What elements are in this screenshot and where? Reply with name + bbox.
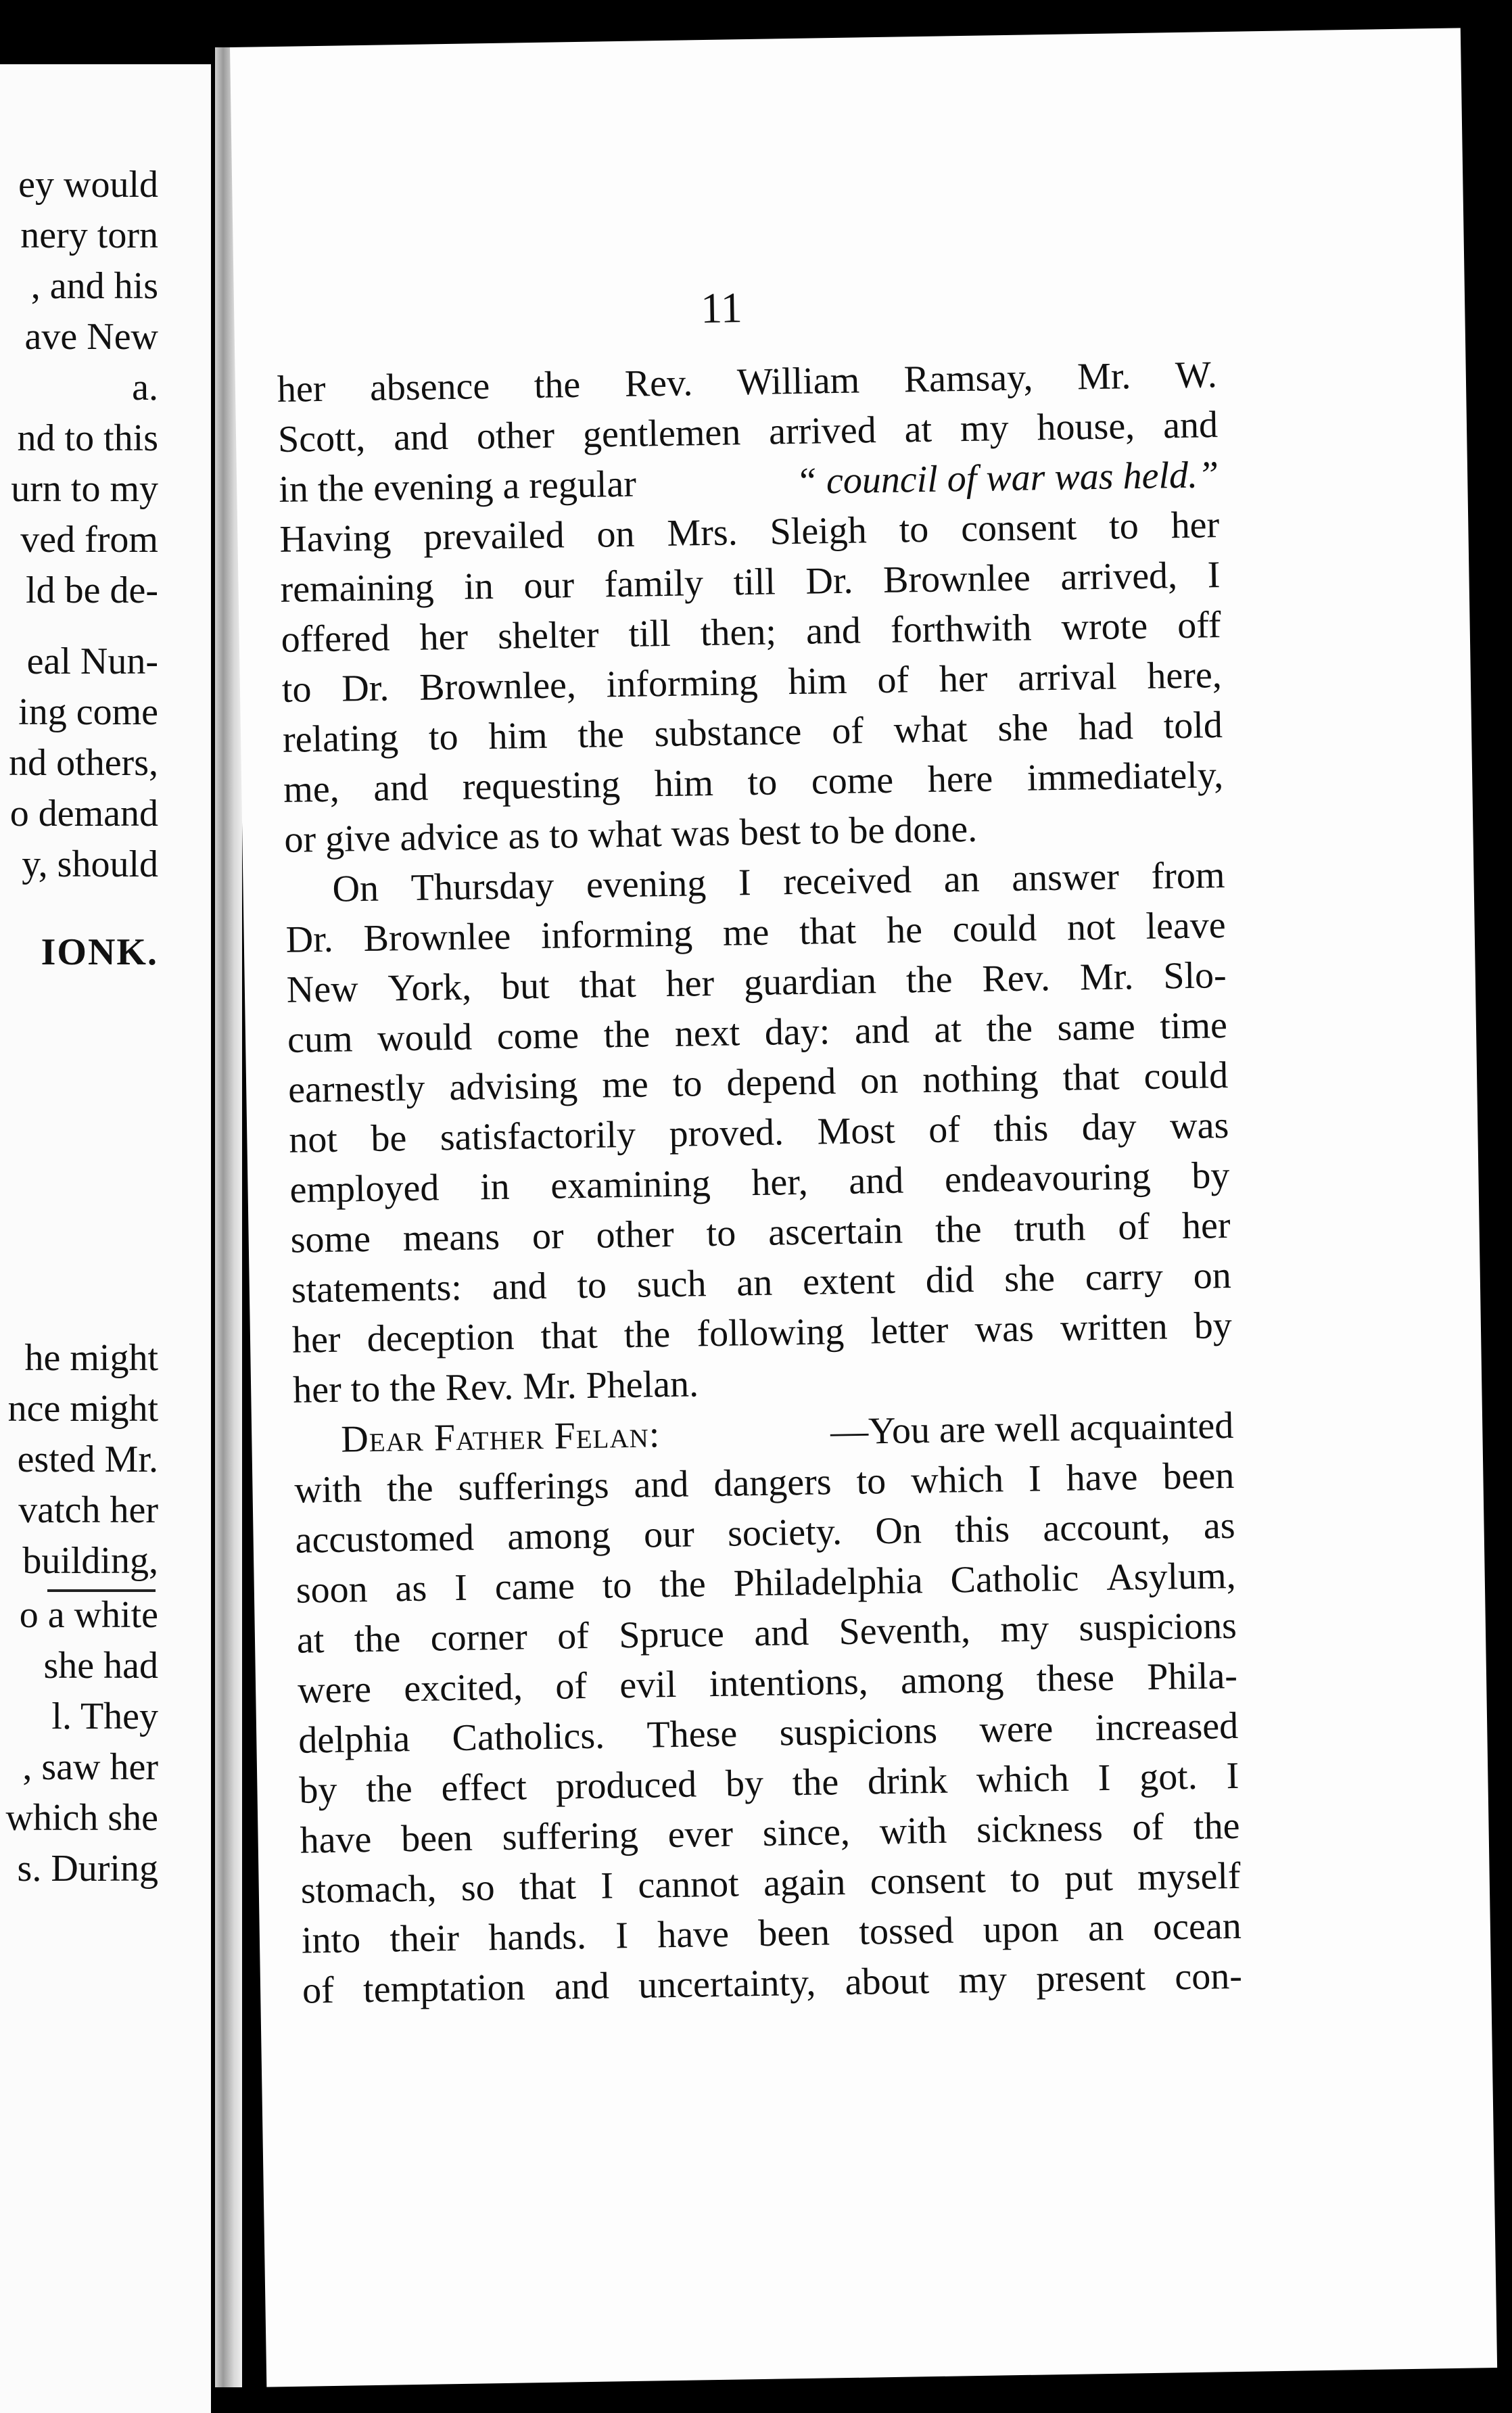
- word: carry: [1085, 1255, 1164, 1299]
- left-line: urn to my: [11, 468, 158, 510]
- word: among: [900, 1658, 1004, 1702]
- word: Mr.: [1077, 355, 1131, 398]
- word: and: [492, 1265, 548, 1309]
- word: in: [479, 1165, 511, 1209]
- word: forthwith: [890, 607, 1032, 651]
- word: William: [736, 359, 860, 404]
- text-line: or give advice as to what was best to be done.: [283, 807, 978, 861]
- word: which: [976, 1757, 1070, 1801]
- text-line: her to the Rev. Mr. Phelan.: [292, 1363, 699, 1411]
- left-line: which she: [5, 1797, 158, 1839]
- word: Dr.: [341, 667, 389, 710]
- word: the: [354, 1618, 401, 1661]
- word: be: [370, 1117, 407, 1160]
- word: the: [935, 1208, 983, 1251]
- word: of: [302, 1969, 335, 2012]
- word: her: [1181, 1204, 1231, 1248]
- word: by: [1191, 1154, 1230, 1197]
- word: so: [460, 1867, 496, 1909]
- word: myself: [1137, 1854, 1242, 1899]
- word: depend: [726, 1060, 836, 1104]
- word: by: [725, 1762, 764, 1805]
- word: extent: [802, 1259, 896, 1303]
- left-line: s. During: [17, 1848, 158, 1890]
- word: satisfactorily: [440, 1113, 636, 1159]
- word: the: [603, 1013, 651, 1056]
- word: Phila-: [1146, 1654, 1238, 1698]
- word: an: [943, 858, 981, 901]
- word: him: [488, 714, 548, 758]
- left-line: she had: [43, 1645, 158, 1687]
- word: been: [1162, 1454, 1235, 1498]
- word: since,: [762, 1810, 851, 1854]
- word: ocean: [1152, 1904, 1242, 1948]
- word: have: [1066, 1456, 1138, 1499]
- word: that: [799, 910, 857, 953]
- word: our: [523, 564, 575, 607]
- word: on: [1193, 1254, 1232, 1297]
- word: till: [628, 612, 671, 655]
- word: Thursday: [410, 864, 554, 909]
- word: would: [377, 1016, 473, 1060]
- word: W.: [1175, 354, 1218, 397]
- word: to: [747, 761, 778, 804]
- letter-salutation: Dear Father Felan:: [340, 1413, 661, 1461]
- word: suspicions: [1079, 1604, 1237, 1649]
- word: him: [654, 762, 714, 805]
- word: among: [506, 1514, 611, 1558]
- word: Dr.: [805, 559, 853, 603]
- word: letter: [870, 1309, 949, 1353]
- word: of: [1132, 1806, 1164, 1849]
- left-line: he might: [24, 1337, 158, 1379]
- word: evil: [619, 1663, 677, 1707]
- word: I: [615, 1915, 629, 1957]
- word: she: [1003, 1257, 1056, 1301]
- word: temptation: [362, 1966, 526, 2011]
- word: I: [738, 862, 752, 904]
- word: drink: [867, 1759, 948, 1803]
- word: and: [634, 1463, 689, 1506]
- word: same: [1057, 1006, 1136, 1049]
- left-line: o a white: [19, 1594, 158, 1636]
- word: guardian: [743, 960, 877, 1004]
- left-line: nce might: [7, 1388, 158, 1430]
- word: which: [910, 1458, 1004, 1502]
- word: an: [1087, 1906, 1125, 1950]
- word: advising: [448, 1064, 578, 1109]
- word: requesting: [462, 764, 621, 808]
- word: prevailed: [423, 514, 565, 559]
- word: at: [933, 1008, 962, 1051]
- left-line: ave New: [24, 316, 158, 358]
- word: but: [500, 964, 550, 1008]
- council-of-war-quote: “ council of war was held.”: [795, 454, 1219, 502]
- word: had: [1078, 705, 1134, 749]
- word: my: [960, 406, 1010, 450]
- word: On: [874, 1509, 922, 1553]
- left-line: nd others,: [9, 742, 158, 784]
- word: been: [400, 1817, 473, 1860]
- word: Slo-: [1162, 954, 1227, 998]
- word: her: [665, 962, 715, 1006]
- word: to: [281, 668, 312, 711]
- word: wrote: [1061, 605, 1148, 649]
- word: soon: [296, 1568, 369, 1612]
- word: Asylum,: [1106, 1554, 1237, 1599]
- word: following: [696, 1310, 845, 1355]
- word: I: [1226, 1754, 1239, 1798]
- word: and: [848, 1159, 904, 1202]
- word: upon: [983, 1908, 1060, 1951]
- word: to: [1010, 1858, 1041, 1901]
- word: this: [954, 1508, 1010, 1551]
- word: that: [579, 963, 637, 1007]
- left-line: o demand: [9, 793, 158, 835]
- word: consent: [960, 506, 1077, 550]
- word: shelter: [497, 613, 599, 657]
- word: Rev.: [981, 957, 1051, 1000]
- word: cum: [287, 1018, 353, 1061]
- word: and: [373, 766, 429, 810]
- word: her: [291, 1318, 341, 1361]
- word: substance: [654, 710, 802, 755]
- word: with: [294, 1468, 362, 1512]
- word: statements:: [291, 1266, 463, 1311]
- word: tossed: [858, 1909, 954, 1953]
- word: Scott,: [277, 417, 366, 461]
- left-line: l. They: [51, 1695, 158, 1737]
- word: an: [736, 1261, 773, 1305]
- word: these: [1036, 1656, 1115, 1700]
- word: I: [1207, 554, 1221, 596]
- word: on: [596, 513, 635, 556]
- word: New: [286, 968, 359, 1011]
- word: uncertainty,: [638, 1961, 816, 2007]
- word: from: [1151, 854, 1225, 897]
- word: time: [1159, 1004, 1228, 1048]
- word: that: [519, 1865, 577, 1908]
- word: offered: [281, 617, 390, 661]
- word: her: [939, 657, 989, 701]
- word: her: [277, 367, 326, 411]
- left-line: nery torn: [20, 214, 158, 256]
- word: come: [811, 759, 894, 803]
- word: were: [297, 1668, 372, 1712]
- word: me: [601, 1063, 649, 1106]
- word: and: [854, 1009, 910, 1052]
- word: came: [494, 1565, 575, 1609]
- left-line: ved from: [20, 519, 158, 561]
- word: accustomed: [295, 1516, 475, 1562]
- word: family: [604, 562, 704, 606]
- word: as: [395, 1567, 427, 1610]
- word: have: [300, 1819, 372, 1862]
- word: house,: [1037, 405, 1135, 449]
- word: suffering: [502, 1814, 639, 1858]
- word: sickness: [976, 1807, 1104, 1851]
- word: here: [927, 757, 993, 801]
- word: and: [393, 416, 449, 459]
- word: then;: [700, 611, 777, 655]
- word: of: [557, 1614, 590, 1658]
- word: received: [782, 859, 912, 904]
- word: come: [496, 1014, 580, 1058]
- word: the: [986, 1007, 1033, 1050]
- left-page-text: [0, 64, 211, 2413]
- word: present: [1035, 1957, 1146, 2000]
- left-line: a.: [132, 367, 158, 408]
- word: the: [905, 958, 953, 1002]
- word: Ramsay,: [903, 356, 1033, 401]
- word: him: [788, 659, 848, 703]
- word: into: [301, 1919, 361, 1962]
- word: have: [657, 1913, 730, 1957]
- word: next: [674, 1012, 740, 1055]
- left-line: y, should: [22, 843, 158, 885]
- word: to: [706, 1212, 736, 1255]
- word: Most: [817, 1109, 896, 1153]
- word: again: [763, 1861, 846, 1904]
- word: could: [952, 907, 1037, 951]
- word: the: [577, 713, 625, 757]
- word: did: [925, 1258, 974, 1302]
- word: delphia: [298, 1718, 410, 1762]
- word: increased: [1095, 1704, 1239, 1750]
- word: that: [1062, 1056, 1120, 1099]
- word: remaining: [280, 566, 435, 611]
- word: cannot: [637, 1863, 740, 1906]
- word: some: [290, 1217, 371, 1261]
- body-text: [277, 350, 1242, 2016]
- word: by: [1194, 1304, 1233, 1347]
- word: and: [753, 1611, 809, 1655]
- word: I: [454, 1566, 468, 1610]
- word: excited,: [403, 1666, 523, 1710]
- word: Sleigh: [770, 509, 868, 553]
- word: On: [332, 867, 379, 910]
- right-page: [230, 28, 1497, 2387]
- word: informing: [606, 661, 759, 706]
- left-line: ing come: [18, 691, 158, 733]
- word: or: [531, 1215, 565, 1258]
- word: intentions,: [709, 1660, 869, 1706]
- word: he: [886, 909, 923, 952]
- word: at: [296, 1619, 325, 1662]
- left-line: ld be de-: [26, 569, 158, 611]
- word: Mrs.: [666, 511, 738, 555]
- word: as: [1203, 1504, 1235, 1547]
- left-line: vatch her: [18, 1489, 158, 1531]
- word: arrival: [1017, 655, 1117, 699]
- word: in: [463, 565, 494, 608]
- word: was: [1169, 1104, 1229, 1148]
- word: our: [643, 1513, 695, 1556]
- word: to: [856, 1460, 887, 1503]
- word: Catholic: [950, 1557, 1079, 1601]
- word: I: [1097, 1756, 1111, 1800]
- word: Dr.: [285, 918, 334, 961]
- word: and: [805, 609, 861, 653]
- word: on: [859, 1059, 899, 1102]
- word: Mr.: [1079, 956, 1134, 999]
- word: Rev.: [624, 362, 693, 405]
- word: of: [1117, 1205, 1150, 1248]
- word: means: [402, 1215, 500, 1260]
- word: such: [636, 1263, 707, 1306]
- word: about: [845, 1960, 930, 2004]
- word: off: [1177, 604, 1221, 647]
- word: to: [899, 508, 929, 551]
- word: Brownlee,: [419, 664, 577, 709]
- word: not: [1066, 906, 1116, 949]
- word: leave: [1145, 904, 1227, 947]
- word: not: [288, 1118, 338, 1161]
- word: sufferings: [458, 1464, 609, 1509]
- left-rule: [47, 1589, 156, 1592]
- word: to: [428, 716, 459, 759]
- word: absence: [369, 365, 490, 409]
- word: Spruce: [618, 1612, 725, 1657]
- word: informing: [540, 912, 693, 957]
- word: of: [554, 1665, 588, 1708]
- word: could: [1143, 1054, 1229, 1098]
- word: society.: [727, 1511, 843, 1555]
- page-number: 11: [700, 283, 743, 333]
- word: were: [978, 1708, 1054, 1751]
- word: was: [974, 1307, 1035, 1351]
- word: deception: [367, 1315, 515, 1361]
- word: she: [997, 707, 1049, 750]
- word: York,: [387, 966, 472, 1010]
- left-line: building,: [22, 1540, 158, 1582]
- word: arrived: [768, 409, 877, 453]
- word: to: [1108, 505, 1139, 548]
- word: the: [659, 1563, 707, 1606]
- word: to: [576, 1264, 607, 1307]
- word: produced: [555, 1763, 697, 1808]
- word: examining: [550, 1163, 711, 1207]
- word: at: [904, 408, 932, 451]
- word: here,: [1146, 654, 1223, 697]
- word: me,: [283, 768, 340, 811]
- word: and: [1162, 404, 1219, 447]
- word: account,: [1042, 1505, 1171, 1550]
- word: the: [534, 363, 581, 406]
- word: by: [299, 1768, 337, 1812]
- left-signature-monk: IONK.: [41, 931, 158, 973]
- word: been: [757, 1911, 830, 1955]
- word: Philadelphia: [733, 1560, 924, 1605]
- word: and: [554, 1965, 610, 2008]
- word: suspicions: [779, 1709, 938, 1754]
- word: the: [792, 1761, 839, 1804]
- word: answer: [1011, 856, 1120, 899]
- word: told: [1163, 704, 1223, 747]
- word: the: [386, 1467, 434, 1510]
- word: effect: [441, 1766, 527, 1810]
- word: dangers: [713, 1461, 832, 1505]
- word: con-: [1174, 1954, 1243, 1998]
- word: day: [1081, 1106, 1137, 1149]
- word: other: [476, 414, 555, 458]
- word: of: [928, 1108, 961, 1151]
- word: proved.: [669, 1111, 784, 1155]
- word: earnestly: [287, 1067, 425, 1111]
- word: with: [879, 1809, 947, 1853]
- word: day:: [764, 1010, 830, 1054]
- word: the: [623, 1313, 671, 1357]
- word: her: [419, 615, 469, 659]
- word: endeavouring: [944, 1155, 1152, 1201]
- word: my: [958, 1959, 1008, 2002]
- word: Brownlee: [363, 915, 511, 960]
- left-line: ested Mr.: [17, 1438, 158, 1480]
- word: nothing: [922, 1057, 1039, 1102]
- word: relating: [282, 717, 399, 761]
- word: evening: [586, 862, 707, 906]
- left-page: [0, 64, 211, 2413]
- left-line: ey would: [18, 164, 158, 206]
- word: of: [831, 709, 864, 753]
- word: their: [389, 1917, 460, 1961]
- word: These: [646, 1712, 738, 1756]
- word: got.: [1139, 1755, 1198, 1799]
- word: Seventh,: [838, 1609, 971, 1654]
- word: consent: [870, 1858, 987, 1903]
- word: employed: [289, 1167, 440, 1211]
- word: that: [540, 1314, 598, 1358]
- word: the: [365, 1768, 413, 1811]
- word: to: [602, 1564, 632, 1607]
- word: put: [1064, 1856, 1114, 1900]
- text-fragment: —You are well acquainted: [830, 1404, 1234, 1453]
- word: gentlemen: [582, 411, 741, 456]
- word: till: [733, 561, 776, 604]
- word: her,: [751, 1161, 809, 1204]
- word: Brownlee: [882, 557, 1031, 601]
- left-line: , and his: [30, 265, 158, 307]
- word: I: [600, 1865, 614, 1907]
- left-line: eal Nun-: [26, 640, 158, 682]
- word: her: [1171, 504, 1220, 547]
- word: hands.: [488, 1915, 587, 1959]
- word: of: [877, 659, 909, 702]
- word: arrived,: [1060, 555, 1178, 599]
- word: what: [893, 707, 968, 751]
- word: I: [1028, 1457, 1042, 1500]
- word: corner: [430, 1616, 528, 1660]
- text-fragment: in the evening a regular: [278, 463, 637, 511]
- word: stomach,: [300, 1867, 437, 1912]
- word: truth: [1014, 1206, 1086, 1250]
- left-line: , saw her: [22, 1746, 158, 1788]
- word: my: [999, 1608, 1049, 1651]
- word: other: [596, 1213, 675, 1257]
- word: Having: [279, 517, 392, 561]
- left-line: nd to this: [17, 417, 158, 459]
- word: to: [672, 1062, 703, 1105]
- word: immediately,: [1026, 754, 1224, 799]
- word: this: [993, 1107, 1049, 1150]
- word: the: [1193, 1804, 1240, 1848]
- word: me: [722, 911, 770, 954]
- word: ascertain: [767, 1209, 903, 1254]
- word: ever: [667, 1812, 734, 1856]
- word: written: [1060, 1305, 1168, 1349]
- word: Catholics.: [452, 1714, 605, 1760]
